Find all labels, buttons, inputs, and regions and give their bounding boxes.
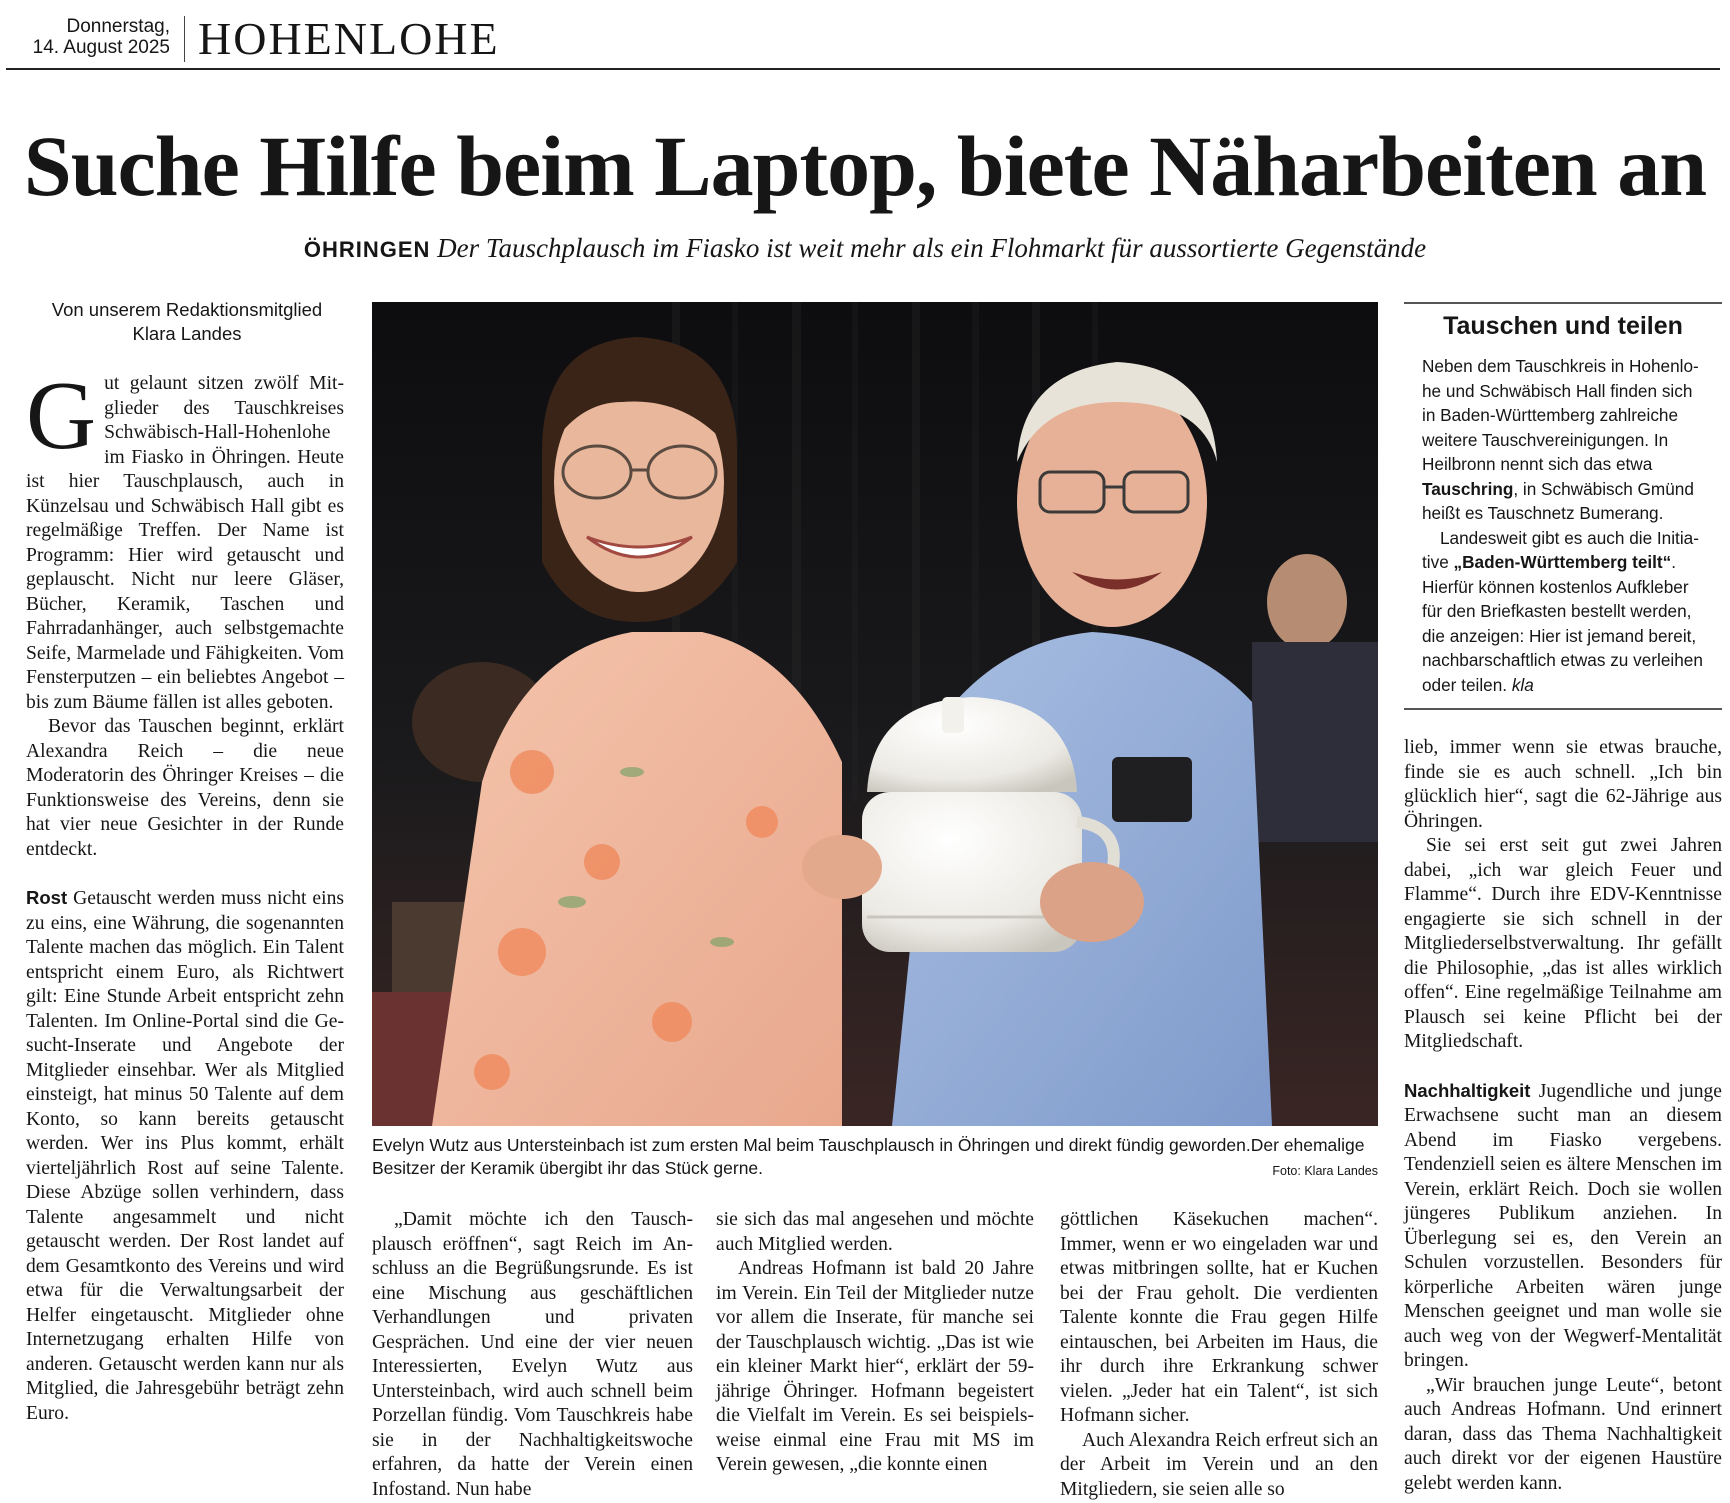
paragraph: [26, 886, 344, 1426]
issue-weekday: Donnerstag,: [66, 16, 170, 37]
info-highlight: Tauschring: [1422, 478, 1514, 499]
paragraph: [1404, 1079, 1722, 1374]
paragraph-text: Jugendliche und junge Erwachsene sucht man an diesem Abend im Fiasko vergebens. Tendenziell seien es ältere Menschen im Verein, erklärt Reich. Doch sie wollen jüngeres Publikum anziehen. In Überlegung sei es, den Verein an Schulen vorzustellen. Besonders für körperliche Arbeiten wären junge Menschen geeignet und man wolle sie auch weg von der Wegwerf-Mentalität bringen.: [1404, 1080, 1722, 1371]
text-column-1: [26, 362, 344, 1426]
info-text: Neben dem Tauschkreis in Hohenlohe und Schwäbisch Hall finden sich in Baden-Württemberg zahlreiche weitere Tauschvereinigungen. In Heilbronn nennt sich das etwa: [1422, 356, 1699, 474]
paragraph: Andreas Hofmann ist bald 20 Jahre im Verein. Ein Teil der Mitglieder nutze vor allem die Inserate, für manche sei der Tauschplausch wichtig. „Das ist wie ein kleiner Markt hier“, erklärt der 59-jährige Öhringer. Hofmann begeistert die Vielfalt im Verein. Es sei beispielsweise einmal eine Frau mit MS im Verein gewesen, „die konnte einen: [716, 1258, 1034, 1475]
info-box-body: [1422, 354, 1707, 697]
photo-caption: Evelyn Wutz aus Untersteinbach ist zum ersten Mal beim Tauschplausch in Öhringen und direkt fündig geworden.Der ehemalige Besitzer der Keramik übergibt ihr das Stück gerne.: [372, 1135, 1365, 1178]
section-title: HOHENLOHE: [198, 13, 500, 64]
issue-day: 14. August 2025: [32, 37, 170, 58]
paragraph: sie sich das mal angesehen und möchte auch Mitglied werden.: [716, 1209, 1034, 1255]
info-box-paragraph: [1422, 354, 1707, 526]
byline-author: Klara Landes: [132, 323, 242, 344]
text-column-2: [372, 1208, 693, 1502]
info-text: . Hierfür können kostenlos Aufkleber für den Briefkasten bestellt werden, die anzeigen: Hier ist jemand bereit, nachbarschaftlich etwas zu verleihen oder teilen.: [1422, 552, 1703, 695]
info-text: , in Schwäbisch Gmünd heißt es Tauschnetz Bumerang.: [1422, 478, 1694, 523]
paragraph-text: ut gelaunt sitzen zwölf Mitglieder des Tauschkreises Schwäbisch-Hall-Hohenlohe im Fiasko in Öhringen. Heute ist hier Tauschplausch, auch in Künzelsau und Schwäbisch Hall gibt es regelmäßige Treffen. Der Name ist Programm: Hier wird getauscht und geplauscht. Nicht nur leere Gläser, Bücher, Keramik, Taschen und Fahrradanhänger, auch selbstgemachte Seife, Marmelade und Fähigkeiten. Vom Fensterputzen – ein beliebtes Angebot – bis zum Bäume fällen ist alles geboten.: [26, 373, 344, 713]
article-headline: Suche Hilfe beim Laptop, biete Näharbeiten an: [23, 118, 1707, 214]
paragraph: Bevor das Tauschen beginnt, erklärt Alexandra Reich – die neue Moderatorin des Öhringer Kreises – die Funktionsweise des Vereins, denn sie hat vier neue Gesichter in der Runde entdeckt.: [26, 716, 344, 860]
info-text: Landesweit gibt es auch die Initiative: [1422, 527, 1699, 572]
paragraph: „Wir brauchen junge Leute“, betont auch Andreas Hofmann. Und erinnert daran, dass das Thema Nachhaltigkeit auch direkt vor der eigenen Haustüre gelebt werden kann.: [1404, 1374, 1722, 1494]
issue-date: [6, 16, 170, 58]
subheadline-text: Der Tauschplausch im Fiasko ist weit mehr als ein Flohmarkt für aussortierte Gegenstände: [437, 233, 1427, 263]
text-column-5: [1404, 736, 1722, 1496]
info-highlight: „Baden-Württemberg teilt“: [1453, 552, 1672, 572]
paragraph: Auch Alexandra Reich erfreut sich an der Arbeit im Verein und an den Mitgliedern, sie seien alle so: [1060, 1429, 1378, 1500]
byline-role: Von unserem Redaktionsmitglied: [51, 299, 323, 320]
byline: [22, 298, 352, 346]
paragraph: „Damit möchte ich den Tauschplausch eröffnen“, sagt Reich im Anschluss an die Begrüßungsrunde. Es ist eine Mischung aus geschäftlichen Verhandlungen und privaten Gesprächen. Und eine der vier neuen Interessierten, Evelyn Wutz aus Untersteinbach, wird auch schnell beim Porzellan fündig. Vom Tauschkreis habe sie in der Nachhaltigkeitswoche erfahren, da hatte der Verein einen Infostand. Nun habe: [372, 1209, 693, 1500]
article-subheadline: [0, 232, 1730, 266]
text-column-4: [1060, 1208, 1378, 1502]
info-box-title: Tauschen und teilen: [1443, 312, 1683, 340]
paragraph: Sie sei erst seit gut zwei Jahren dabei, „ich war gleich Feuer und Flamme“. Durch ihre EDV-Kenntnisse engagierte sie sich schnell in der Mitgliederselbstverwaltung. Ihr gefällt die Philosophie, „das ist alles wirklich offen“. Eine regelmäßige Teilnahme am Plausch sei keine Pflicht bei der Mitgliedschaft.: [1404, 835, 1722, 1052]
paragraph: göttlichen Käsekuchen machen“. Immer, wenn er wo eingeladen war und etwas mitbringen sollte, hat er Kuchen bei der Frau geholt. Die verdienten Talente konnte die Frau gegen Hilfe eintauschen, bei Arbeiten im Haus, die ihr durch ihre Erkrankung schwer vielen. „Jeder hat ein Talent“, ist sich Hofmann sicher.: [1060, 1209, 1378, 1426]
photo-credit: Foto: Klara Landes: [1272, 1164, 1378, 1178]
photo-image: [372, 302, 1378, 1126]
subhead-keyword: Rost: [26, 887, 68, 908]
drop-cap: G: [26, 362, 97, 469]
masthead: [6, 10, 1720, 70]
paragraph-text: Getauscht werden muss nicht eins zu eins, eine Währung, die sogenannten Talente machen das möglich. Ein Talent entspricht einem Euro, als Richtwert gilt: Eine Stunde Arbeit entspricht zehn Talenten. Im Online-Portal sind die Gesucht-Inserate und Angebote der Mitglieder einsehbar. Wer als Mitglied einsteigt, hat minus 50 Talente auf dem Konto, so kann bereits getauscht werden. Wer ins Plus kommt, erhält vierteljährlich Rost auf seine Talente. Diese Abzüge sollen verhindern, dass Talente angesammelt und nicht getauscht werden. Der Rost landet auf dem Gesamtkonto des Vereins und wird etwa für die Verwaltungsarbeit der Helfer eingetauscht. Mitglieder ohne Internetzugang erhalten Hilfe von anderen. Getauscht werden kann nur als Mitglied, die Jahresgebühr beträgt zehn Euro.: [26, 888, 344, 1424]
info-box-paragraph: [1422, 526, 1707, 698]
info-box: [1404, 302, 1722, 710]
subhead-keyword: Nachhaltigkeit: [1404, 1079, 1531, 1101]
text-column-3: [716, 1208, 1034, 1478]
paragraph: [26, 362, 344, 715]
author-initials: kla: [1511, 674, 1534, 695]
paragraph: lieb, immer wenn sie etwas brauche, finde sie es auch schnell. „Ich bin glücklich hier“, sagt die 62-Jährige aus Öhringen.: [1404, 737, 1722, 832]
dateline-location: ÖHRINGEN: [303, 237, 431, 262]
article-photo: [372, 302, 1378, 1126]
masthead-divider: [184, 16, 185, 62]
